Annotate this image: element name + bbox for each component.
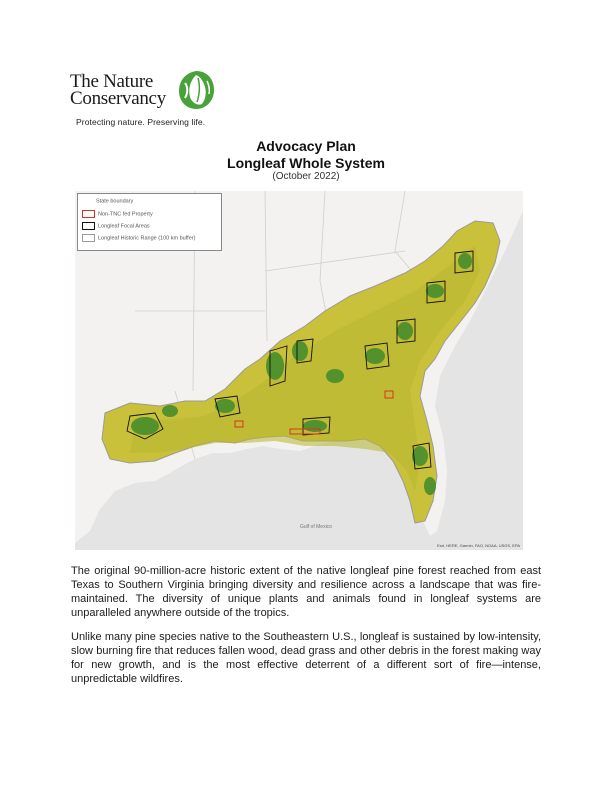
- legend-swatch-gray: [82, 234, 95, 242]
- paragraph-history: The original 90-million-acre historic extent of the native longleaf pine forest reached from east Texas to Southern Virginia bringing diversity and resilience across a landscape that was fire-maintained. The diversity of unique plants and animals found in longleaf systems are unparalleled anywhere outside of the tropics.: [71, 565, 541, 619]
- leaf-globe-icon: [176, 69, 216, 111]
- plan-date: (October 2022): [272, 171, 340, 182]
- map-attribution: Esri, HERE, Garmin, FAO, NOAA, USGS, EPA: [437, 543, 520, 548]
- legend-item-focal-areas: Longleaf Focal Areas: [82, 222, 150, 230]
- logo-wordmark-line2: Conservancy: [70, 88, 166, 109]
- legend-item-fed-property: Non-TNC fed Property: [82, 210, 153, 218]
- legend-swatch-red: [82, 210, 95, 218]
- plan-title: Advocacy Plan: [256, 138, 356, 154]
- plan-subtitle: Longleaf Whole System: [227, 155, 385, 171]
- legend-item-historic-range: Longleaf Historic Range (100 km buffer): [82, 234, 195, 242]
- legend-swatch-black: [82, 222, 95, 230]
- water-label: Gulf of Mexico: [300, 524, 332, 530]
- logo-wordmark-line1: The Nature: [70, 71, 153, 92]
- longleaf-range-map: [75, 191, 523, 550]
- paragraph-fire: Unlike many pine species native to the Southeastern U.S., longleaf is sustained by low-intensity, slow burning fire that reduces fallen wood, dead grass and other debris in the forest making way for new growth, and is the most effective deterrent of a different sort of fire—intense, unpredictable wildfires.: [71, 631, 541, 685]
- logo-tagline: Protecting nature. Preserving life.: [76, 117, 206, 127]
- map-legend: [77, 193, 222, 251]
- legend-item-state-boundary: State boundary: [96, 198, 134, 205]
